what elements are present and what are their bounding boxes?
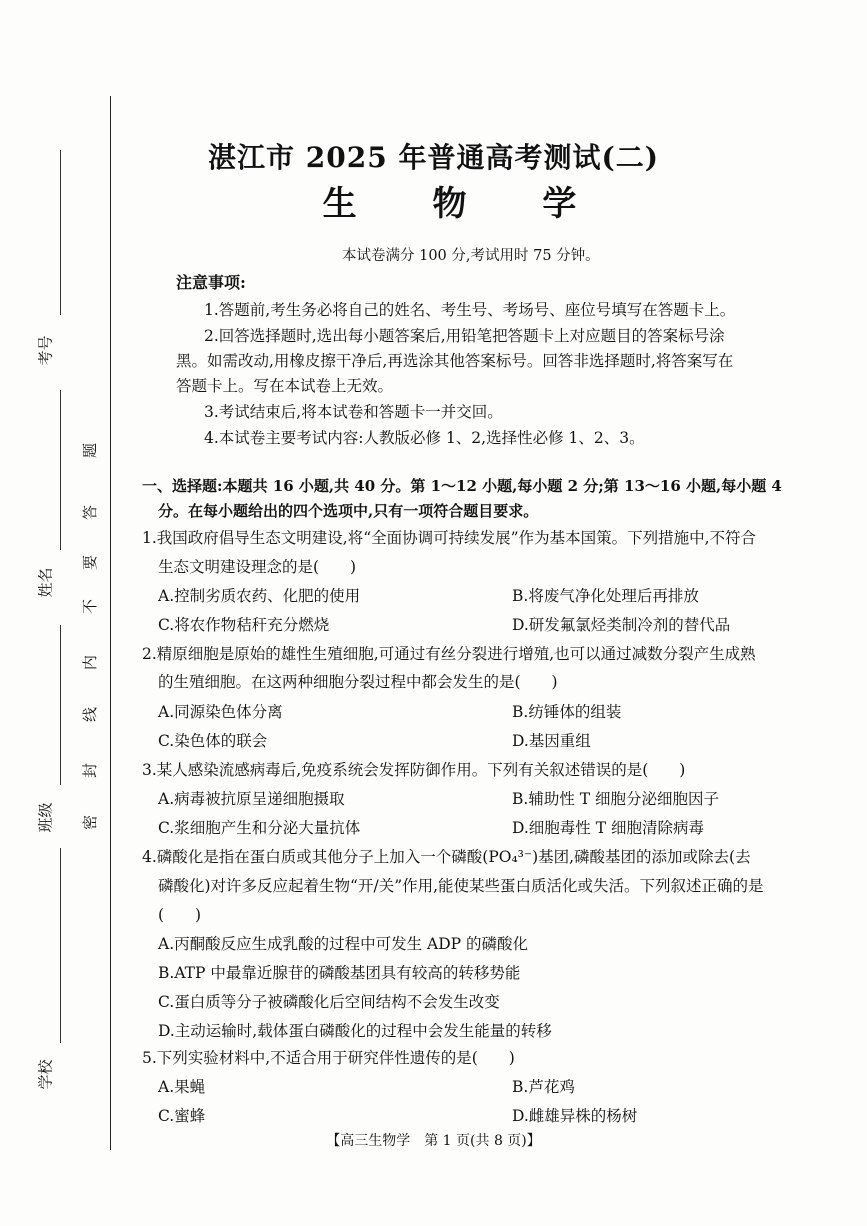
notice-line: 答题卡上。写在本试卷上无效。 — [176, 377, 394, 395]
binding-line — [110, 96, 111, 1150]
page-footer: 【高三生物学 第 1 页(共 8 页)】 — [326, 1133, 541, 1149]
option-a: A.丙酮酸反应生成乳酸的过程中可发生 ADP 的磷酸化 — [158, 935, 529, 953]
question-stem: 磷酸化)对许多反应起着生物“开/关”作用,能使某些蛋白质活化或失活。下列叙述正确的是 — [158, 877, 764, 895]
option-c: C.浆细胞产生和分泌大量抗体 — [158, 819, 361, 837]
notice-heading: 注意事项: — [176, 273, 246, 292]
question-stem: 2.精原细胞是原始的雄性生殖细胞,可通过有丝分裂进行增殖,也可以通过减数分裂产生成熟 — [142, 645, 756, 663]
option-c: C.蛋白质等分子被磷酸化后空间结构不会发生改变 — [158, 993, 500, 1011]
option-b: B.ATP 中最靠近腺苷的磷酸基团具有较高的转移势能 — [158, 964, 521, 982]
label-xuexiao: 学校 — [36, 1059, 55, 1090]
question-stem: 5.下列实验材料中,不适合用于研究伴性遗传的是( ) — [142, 1049, 515, 1067]
question-stem: 生态文明建设理念的是( ) — [158, 558, 357, 576]
seal-char: 密 — [81, 814, 100, 831]
option-b: B.芦花鸡 — [512, 1078, 575, 1096]
question-stem: 的生殖细胞。在这两种细胞分裂过程中都会发生的是( ) — [158, 673, 558, 691]
question-stem: ( ) — [158, 906, 202, 924]
option-a: A.控制劣质农药、化肥的使用 — [158, 587, 361, 605]
seal-char: 封 — [81, 762, 100, 779]
exam-title: 湛江市 2025 年普通高考测试(二) — [208, 141, 659, 174]
option-d: D.细胞毒性 T 细胞清除病毒 — [512, 819, 704, 837]
seal-char: 不 — [81, 598, 100, 615]
notice-line: 4.本试卷主要考试内容:人教版必修 1、2,选择性必修 1、2、3。 — [204, 429, 645, 447]
option-b: B.辅助性 T 细胞分泌细胞因子 — [512, 790, 720, 808]
option-d: D.基因重组 — [512, 732, 591, 750]
section-heading: 一、选择题:本题共 16 小题,共 40 分。第 1～12 小题,每小题 2 分;第 13～16 小题,每小题 4 — [142, 477, 782, 495]
notice-line: 1.答题前,考生务必将自己的姓名、考生号、考场号、座位号填写在答题卡上。 — [204, 301, 736, 319]
notice-line: 黑。如需改动,用橡皮擦干净后,再选涂其他答案标号。回答非选择题时,将答案写在 — [176, 352, 734, 370]
option-c: C.染色体的联会 — [158, 732, 268, 750]
option-d: D.主动运输时,载体蛋白磷酸化的过程中会发生能量的转移 — [158, 1022, 552, 1040]
option-b: B.纺锤体的组装 — [512, 703, 622, 721]
label-xingming: 姓名 — [36, 567, 55, 598]
notice-line: 3.考试结束后,将本试卷和答题卡一并交回。 — [204, 403, 503, 421]
label-kaohao: 考号 — [36, 335, 55, 366]
option-a: A.果蝇 — [158, 1078, 206, 1096]
xingming-blank — [60, 390, 61, 550]
seal-char: 要 — [81, 554, 100, 571]
seal-char: 题 — [81, 442, 100, 459]
option-b: B.将废气净化处理后再排放 — [512, 587, 699, 605]
option-d: D.雌雄异株的杨树 — [512, 1107, 638, 1125]
option-c: C.蜜蜂 — [158, 1107, 206, 1125]
notice-line: 2.回答选择题时,选出每小题答案后,用铅笔把答题卡上对应题目的答案标号涂 — [204, 327, 725, 345]
exam-intro: 本试卷满分 100 分,考试用时 75 分钟。 — [342, 248, 600, 264]
seal-char: 线 — [81, 706, 100, 723]
subject-title: 生 物 学 — [322, 184, 609, 224]
banji-blank — [60, 625, 61, 785]
xuexiao-blank — [60, 848, 61, 1043]
option-a: A.同源染色体分离 — [158, 703, 283, 721]
option-c: C.将农作物秸秆充分燃烧 — [158, 616, 330, 634]
option-d: D.研发氟氯烃类制冷剂的替代品 — [512, 616, 731, 634]
question-stem: 1.我国政府倡导生态文明建设,将“全面协调可持续发展”作为基本国策。下列措施中,不符合 — [142, 529, 756, 547]
label-banji: 班级 — [36, 802, 55, 833]
question-stem: 3.某人感染流感病毒后,免疫系统会发挥防御作用。下列有关叙述错误的是( ) — [142, 761, 686, 779]
seal-char: 答 — [81, 504, 100, 521]
seal-char: 内 — [81, 654, 100, 671]
option-a: A.病毒被抗原呈递细胞摄取 — [158, 790, 345, 808]
question-stem: 4.磷酸化是指在蛋白质或其他分子上加入一个磷酸(PO₄³⁻)基团,磷酸基团的添加或除去(去 — [142, 848, 751, 866]
section-heading: 分。在每小题给出的四个选项中,只有一项符合题目要求。 — [158, 502, 539, 520]
